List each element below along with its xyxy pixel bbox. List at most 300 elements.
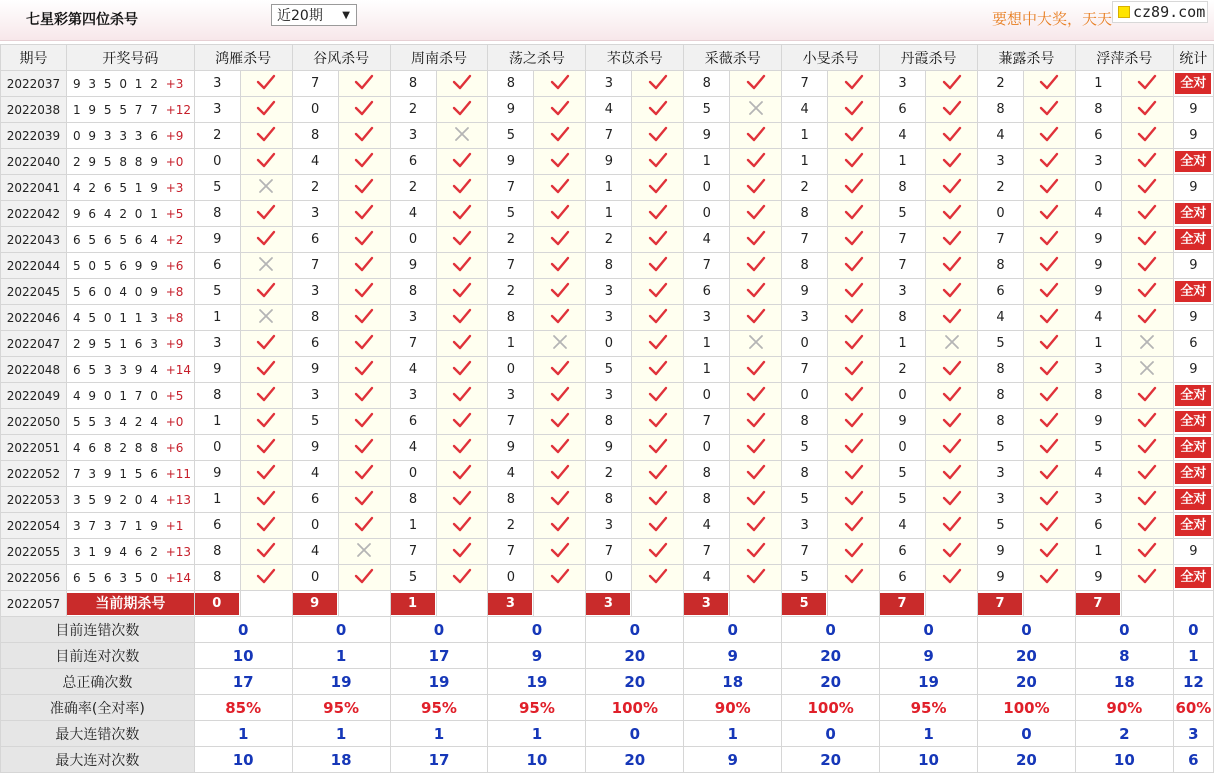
kill-value: 4 [390,201,436,227]
draw-plus: +8 [165,310,184,325]
check-icon [942,412,962,428]
check-icon [452,282,472,298]
row-stat [1173,409,1213,435]
stats-value: 1 [292,721,390,747]
current-issue-number: 2022057 [1,591,67,617]
stats-row [1,747,1214,773]
kill-result [436,123,488,149]
kill-value: 1 [684,357,730,383]
check-icon [1137,204,1157,220]
draw-plus: +14 [165,362,192,377]
kill-value: 3 [880,71,926,97]
kill-result [730,227,782,253]
kill-value: 6 [880,539,926,565]
check-icon [942,282,962,298]
stats-value: 9 [488,643,586,669]
kill-result [632,383,684,409]
kill-value: 5 [782,487,828,513]
kill-result [534,331,586,357]
check-icon [648,74,668,90]
kill-value: 2 [782,175,828,201]
stats-label: 最大连对次数 [1,747,195,773]
table-row [1,409,1214,435]
kill-result [828,279,880,305]
stats-value: 1 [488,721,586,747]
check-icon [942,360,962,376]
all-correct-badge: 全对 [1175,73,1211,94]
current-kill-value: 3 [488,593,532,615]
kill-value: 8 [684,71,730,97]
kill-value: 6 [1075,123,1121,149]
check-icon [746,178,766,194]
check-icon [1039,152,1059,168]
kill-result [240,565,292,591]
kill-result [240,123,292,149]
check-icon [746,126,766,142]
kill-value: 3 [1075,487,1121,513]
table-row [1,279,1214,305]
check-icon [550,412,570,428]
issue-number: 2022056 [1,565,67,591]
kill-result [1121,357,1173,383]
check-icon [844,256,864,272]
table-row [1,513,1214,539]
check-icon [1137,516,1157,532]
check-icon [844,230,864,246]
stats-value: 20 [586,747,684,773]
kill-value: 2 [488,227,534,253]
kill-result [534,149,586,175]
stats-value: 0 [488,617,586,643]
table-row [1,149,1214,175]
kill-result [926,97,978,123]
check-icon [1039,74,1059,90]
cross-icon [258,308,274,324]
current-kill-value: 3 [586,593,630,615]
kill-result [828,383,880,409]
kill-value: 3 [977,149,1023,175]
page-header [0,0,1214,41]
check-icon [256,386,276,402]
kill-result [436,513,488,539]
current-kill-cell [586,591,632,617]
check-icon [1039,542,1059,558]
kill-value: 1 [880,149,926,175]
kill-result [730,565,782,591]
kill-result [828,175,880,201]
check-icon [648,412,668,428]
draw-numbers [66,539,194,565]
check-icon [256,490,276,506]
kill-value: 1 [1075,71,1121,97]
check-icon [550,308,570,324]
check-icon [256,438,276,454]
row-stat: 9 [1173,123,1213,149]
stats-value: 9 [880,643,978,669]
kill-value: 8 [977,253,1023,279]
check-icon [1039,568,1059,584]
kill-result [436,175,488,201]
check-icon [648,490,668,506]
cross-icon [552,334,568,350]
kill-value: 8 [390,279,436,305]
kill-result [730,305,782,331]
kill-value: 5 [782,565,828,591]
kill-value: 0 [390,461,436,487]
kill-result [926,539,978,565]
kill-result [338,383,390,409]
kill-value: 1 [390,513,436,539]
kill-result [730,487,782,513]
kill-result [828,539,880,565]
kill-value: 7 [782,357,828,383]
check-icon [648,568,668,584]
kill-result [632,227,684,253]
kill-value: 6 [880,97,926,123]
col-issue: 期号 [1,45,67,71]
kill-result [730,539,782,565]
check-icon [452,412,472,428]
kill-value: 9 [194,357,240,383]
kill-value: 4 [684,565,730,591]
current-kill-label-cell [66,591,194,617]
kill-value: 8 [1075,383,1121,409]
check-icon [746,256,766,272]
draw-plus: +13 [165,544,192,559]
check-icon [452,152,472,168]
current-kill-value: 9 [293,593,337,615]
kill-result [534,539,586,565]
check-icon [550,542,570,558]
kill-result [436,487,488,513]
check-icon [942,386,962,402]
draw-numbers [66,175,194,201]
kill-value: 9 [1075,253,1121,279]
col-expert-8: 蒹露杀号 [977,45,1075,71]
kill-value: 1 [586,175,632,201]
all-correct-badge: 全对 [1175,281,1211,302]
stats-value: 0 [977,617,1075,643]
kill-value: 8 [586,253,632,279]
check-icon [746,516,766,532]
draw-plus: +11 [165,466,192,481]
check-icon [844,516,864,532]
stats-total: 0 [1173,617,1213,643]
check-icon [942,438,962,454]
check-icon [1137,74,1157,90]
kill-result [1121,409,1173,435]
kill-value: 7 [782,539,828,565]
kill-value: 0 [390,227,436,253]
check-icon [550,282,570,298]
kill-result [534,461,586,487]
kill-value: 7 [586,539,632,565]
check-icon [1039,178,1059,194]
draw-plus: +6 [165,440,184,455]
draw-numbers [66,461,194,487]
check-icon [1039,204,1059,220]
kill-value: 3 [782,513,828,539]
table-row [1,461,1214,487]
check-icon [256,542,276,558]
check-icon [844,360,864,376]
col-expert-7: 丹霞杀号 [880,45,978,71]
current-kill-blank [240,591,292,617]
kill-result [240,175,292,201]
kill-value: 8 [194,201,240,227]
kill-result [436,227,488,253]
kill-value: 3 [390,305,436,331]
kill-value: 0 [292,97,338,123]
kill-value: 8 [488,305,534,331]
kill-value: 9 [194,461,240,487]
kill-value: 0 [488,357,534,383]
draw-digits: 7 3 9 1 5 6 [72,466,160,481]
row-stat [1173,461,1213,487]
kill-value: 6 [977,279,1023,305]
draw-plus: +5 [165,206,184,221]
kill-value: 8 [488,71,534,97]
check-icon [452,74,472,90]
current-kill-cell [977,591,1023,617]
kill-value: 7 [488,253,534,279]
row-stat: 9 [1173,539,1213,565]
kill-result [436,149,488,175]
kill-value: 7 [488,539,534,565]
check-icon [354,256,374,272]
draw-digits: 3 1 9 4 6 2 [72,544,160,559]
kill-result [632,565,684,591]
kill-value: 5 [194,279,240,305]
draw-numbers [66,513,194,539]
kill-result [926,383,978,409]
current-kill-cell [880,591,926,617]
kill-value: 8 [488,487,534,513]
current-kill-blank [534,591,586,617]
kill-value: 1 [586,201,632,227]
check-icon [354,386,374,402]
kill-result [730,201,782,227]
stats-value: 10 [194,643,292,669]
check-icon [844,100,864,116]
kill-result [926,71,978,97]
check-icon [354,308,374,324]
check-icon [942,178,962,194]
stats-value: 18 [292,747,390,773]
stats-total: 60% [1173,695,1213,721]
current-kill-blank [1121,591,1173,617]
kill-result [240,435,292,461]
check-icon [1137,178,1157,194]
kill-result [338,71,390,97]
kill-result [240,305,292,331]
kill-value: 8 [977,409,1023,435]
kill-result [436,71,488,97]
check-icon [942,490,962,506]
stats-value: 10 [194,747,292,773]
check-icon [942,230,962,246]
kill-value: 4 [880,123,926,149]
kill-value: 9 [292,357,338,383]
stats-value: 20 [782,643,880,669]
draw-plus: +2 [165,232,184,247]
check-icon [844,308,864,324]
check-icon [1039,464,1059,480]
kill-result [338,149,390,175]
kill-value: 0 [586,565,632,591]
draw-digits: 4 2 6 5 1 9 [72,180,160,195]
check-icon [354,516,374,532]
table-row [1,253,1214,279]
kill-result [730,409,782,435]
current-kill-value: 7 [880,593,924,615]
check-icon [1039,438,1059,454]
kill-result [436,331,488,357]
kill-result [240,253,292,279]
kill-result [926,175,978,201]
kill-value: 5 [488,123,534,149]
site-logo[interactable] [1112,1,1208,23]
check-icon [354,438,374,454]
kill-value: 3 [194,71,240,97]
check-icon [942,464,962,480]
kill-result [338,539,390,565]
current-kill-cell [292,591,338,617]
kill-value: 1 [194,487,240,513]
kill-value: 8 [292,123,338,149]
kill-value: 7 [684,539,730,565]
check-icon [452,334,472,350]
stats-label: 目前连错次数 [1,617,195,643]
table-row [1,305,1214,331]
kill-value: 2 [880,357,926,383]
kill-value: 0 [782,383,828,409]
kill-value: 3 [586,305,632,331]
current-kill-cell [390,591,436,617]
check-icon [452,542,472,558]
header-row [1,45,1214,71]
check-icon [354,490,374,506]
check-icon [942,152,962,168]
period-select[interactable] [271,4,357,26]
kill-value: 6 [194,513,240,539]
check-icon [1039,256,1059,272]
kill-result [436,383,488,409]
kill-result [1023,201,1075,227]
kill-result [338,227,390,253]
draw-plus: +3 [165,76,184,91]
check-icon [1137,542,1157,558]
kill-result [534,279,586,305]
check-icon [354,230,374,246]
kill-value: 8 [880,305,926,331]
check-icon [256,464,276,480]
kill-value: 8 [194,565,240,591]
kill-value: 4 [684,227,730,253]
kill-value: 5 [488,201,534,227]
stats-value: 0 [586,721,684,747]
check-icon [1039,334,1059,350]
issue-number: 2022049 [1,383,67,409]
table-row [1,565,1214,591]
stats-value: 10 [1075,747,1173,773]
kill-result [1121,565,1173,591]
draw-digits: 9 3 5 0 1 2 [72,76,160,91]
kill-result [926,201,978,227]
kill-value: 9 [977,565,1023,591]
col-expert-3: 荡之杀号 [488,45,586,71]
kill-result [1121,461,1173,487]
draw-numbers [66,383,194,409]
kill-result [240,487,292,513]
table-row [1,487,1214,513]
kill-result [1121,227,1173,253]
kill-result [828,461,880,487]
all-correct-badge: 全对 [1175,463,1211,484]
kill-value: 5 [977,435,1023,461]
kill-result [338,487,390,513]
check-icon [550,126,570,142]
stats-value: 9 [684,643,782,669]
check-icon [354,464,374,480]
page-title: 七星彩第四位杀号 [26,12,138,28]
kill-result [240,71,292,97]
check-icon [942,542,962,558]
kill-result [632,409,684,435]
check-icon [550,230,570,246]
kill-value: 3 [390,123,436,149]
stats-value: 0 [782,617,880,643]
kill-value: 9 [194,227,240,253]
table-row [1,175,1214,201]
table-row [1,97,1214,123]
check-icon [648,308,668,324]
check-icon [452,490,472,506]
check-icon [256,152,276,168]
stats-value: 1 [194,721,292,747]
kill-result [1121,149,1173,175]
kill-result [534,175,586,201]
kill-value: 9 [1075,279,1121,305]
stats-value: 18 [1075,669,1173,695]
all-correct-badge: 全对 [1175,229,1211,250]
stats-value: 10 [880,747,978,773]
kill-value: 0 [292,513,338,539]
check-icon [844,74,864,90]
kill-result [730,71,782,97]
check-icon [648,516,668,532]
check-icon [648,178,668,194]
all-correct-badge: 全对 [1175,515,1211,536]
stats-value: 1 [880,721,978,747]
stats-total: 1 [1173,643,1213,669]
row-stat [1173,279,1213,305]
kill-result [240,331,292,357]
stats-row [1,721,1214,747]
kill-result [730,357,782,383]
kill-value: 4 [292,539,338,565]
issue-number: 2022053 [1,487,67,513]
all-correct-badge: 全对 [1175,203,1211,224]
kill-value: 7 [684,253,730,279]
kill-result [436,461,488,487]
kill-value: 8 [880,175,926,201]
issue-number: 2022050 [1,409,67,435]
issue-number: 2022041 [1,175,67,201]
stats-value: 95% [488,695,586,721]
table-row [1,71,1214,97]
check-icon [844,178,864,194]
